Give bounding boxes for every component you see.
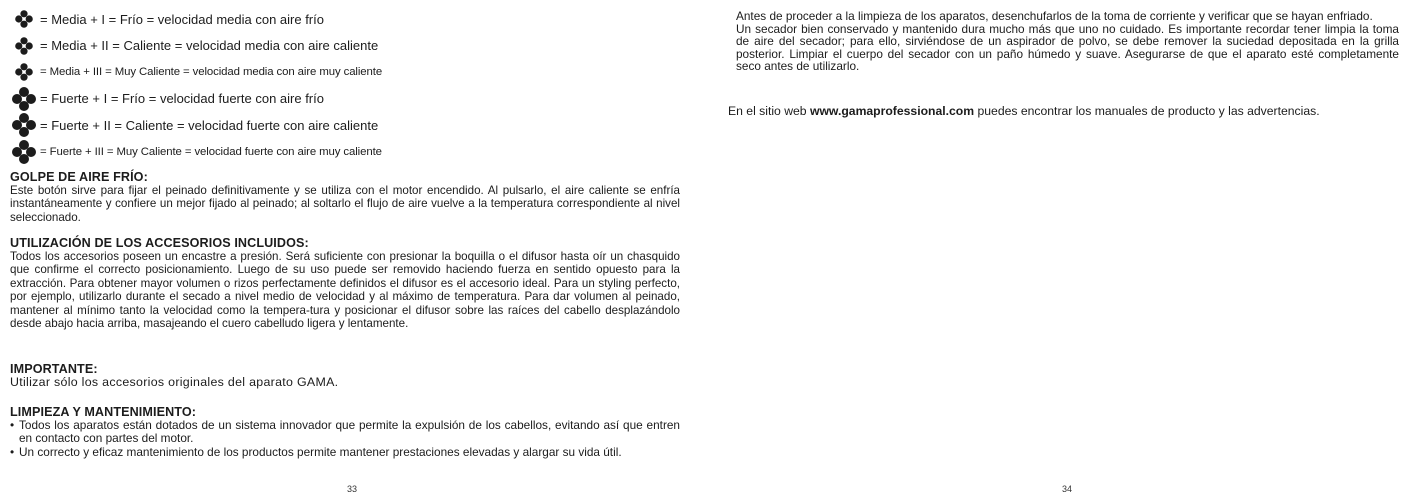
section-body: Utilizar sólo los accesorios originales del aparato GAMA. — [10, 375, 339, 389]
list-item: • Un correcto y eficaz mantenimiento de los productos permite mantener prestaciones elevadas y alargar su vida útil. — [10, 444, 622, 459]
website-url: www.gamaprofessional.com — [809, 104, 975, 118]
section-body: Todos los accesorios poseen un encastre a presión. Será suficiente con presionar la boquilla o el difusor hasta oír un chasquido que confirme el correcto posicionamiento. Luego de su uso puede ser removido haciendo fuerza en sentido opuesto para la extracción. Para obtener mayor volumen o rizos perfectamente definidos el difusor es el accesorio ideal. Para un styling perfecto, por ejemplo, utilizarlo durante el secado a nivel medio de velocidad y al máximo de temperatura. Para dar volumen al peinado, mantener al mínimo tanto la velocidad como la tempera-tura y posicionar el difusor sobre las raíces del cabello desplazándolo desde abajo hacia arriba, masajeando el cuero cabelludo ligera y lentamente. — [10, 250, 680, 331]
section-accesorios — [10, 236, 680, 330]
bullet-icon: • — [10, 444, 15, 459]
cleaning-paragraphs — [736, 10, 1399, 73]
fan-mode-item: = Fuerte + III = Muy Caliente = velocidad fuerte con aire muy caliente — [10, 139, 690, 166]
fan-medium-icon — [10, 62, 38, 82]
fan-mode-list — [10, 6, 690, 165]
fan-strong-icon — [10, 139, 38, 165]
fan-mode-item: = Fuerte + II = Caliente = velocidad fuerte con aire caliente — [10, 112, 690, 139]
section-body: Este botón sirve para fijar el peinado definitivamente y se utiliza con el motor encendido. Al pulsarlo, el aire caliente se enfría instantáneamente y confiere un mejor fijado al peinado; al soltarlo el flujo de aire vuelve a la temperatura correspondiente al nivel seleccionado. — [10, 184, 680, 224]
section-limpieza — [10, 405, 680, 459]
section-heading: GOLPE DE AIRE FRÍO: — [10, 170, 148, 184]
section-golpe — [10, 170, 680, 224]
fan-strong-icon — [10, 112, 38, 138]
section-heading: IMPORTANTE: — [10, 362, 98, 376]
paragraph: Antes de proceder a la limpieza de los aparatos, desenchufarlos de la toma de corriente y verificar que se hayan enfriado. — [736, 9, 1373, 23]
fan-mode-item: = Media + I = Frío = velocidad media con aire frío — [10, 6, 690, 33]
left-page — [0, 0, 702, 503]
fan-strong-icon — [10, 86, 38, 112]
right-page — [702, 0, 1405, 503]
bullet-icon: • — [10, 418, 15, 432]
section-heading: LIMPIEZA Y MANTENIMIENTO: — [10, 405, 197, 419]
page-number: 34 — [1062, 484, 1073, 494]
list-item: • Todos los aparatos están dotados de un sistema innovador que permite la expulsión de los cabellos, evitando así que entren en contacto con partes del motor. — [10, 418, 680, 446]
paragraph: Un secador bien conservado y mantenido dura mucho más que uno no cuidado. Es importante recordar tener limpia la toma de aire del secador; para ello, sirviéndose de un aspirador de polvo, se debe remover la suciedad depositada en la grilla posterior. Limpiar el cuerpo del secador con un paño húmedo y suave. Asegurarse de que el aparato esté completamente seco antes de utilizarlo. — [736, 21, 1399, 74]
page-number: 33 — [347, 484, 358, 494]
website-note: En el sitio web www.gamaprofessional.com puedes encontrar los manuales de producto y las advertencias. — [728, 104, 1320, 118]
bullet-list — [10, 419, 680, 459]
fan-medium-icon — [10, 36, 38, 56]
fan-medium-icon — [10, 9, 38, 29]
fan-mode-item: = Media + II = Caliente = velocidad media con aire caliente — [10, 33, 690, 60]
fan-mode-item: = Media + III = Muy Caliente = velocidad media con aire muy caliente — [10, 59, 690, 86]
fan-mode-item: = Fuerte + I = Frío = velocidad fuerte con aire frío — [10, 86, 690, 113]
section-heading: UTILIZACIÓN DE LOS ACCESORIOS INCLUIDOS: — [10, 236, 309, 250]
section-importante — [10, 362, 680, 389]
